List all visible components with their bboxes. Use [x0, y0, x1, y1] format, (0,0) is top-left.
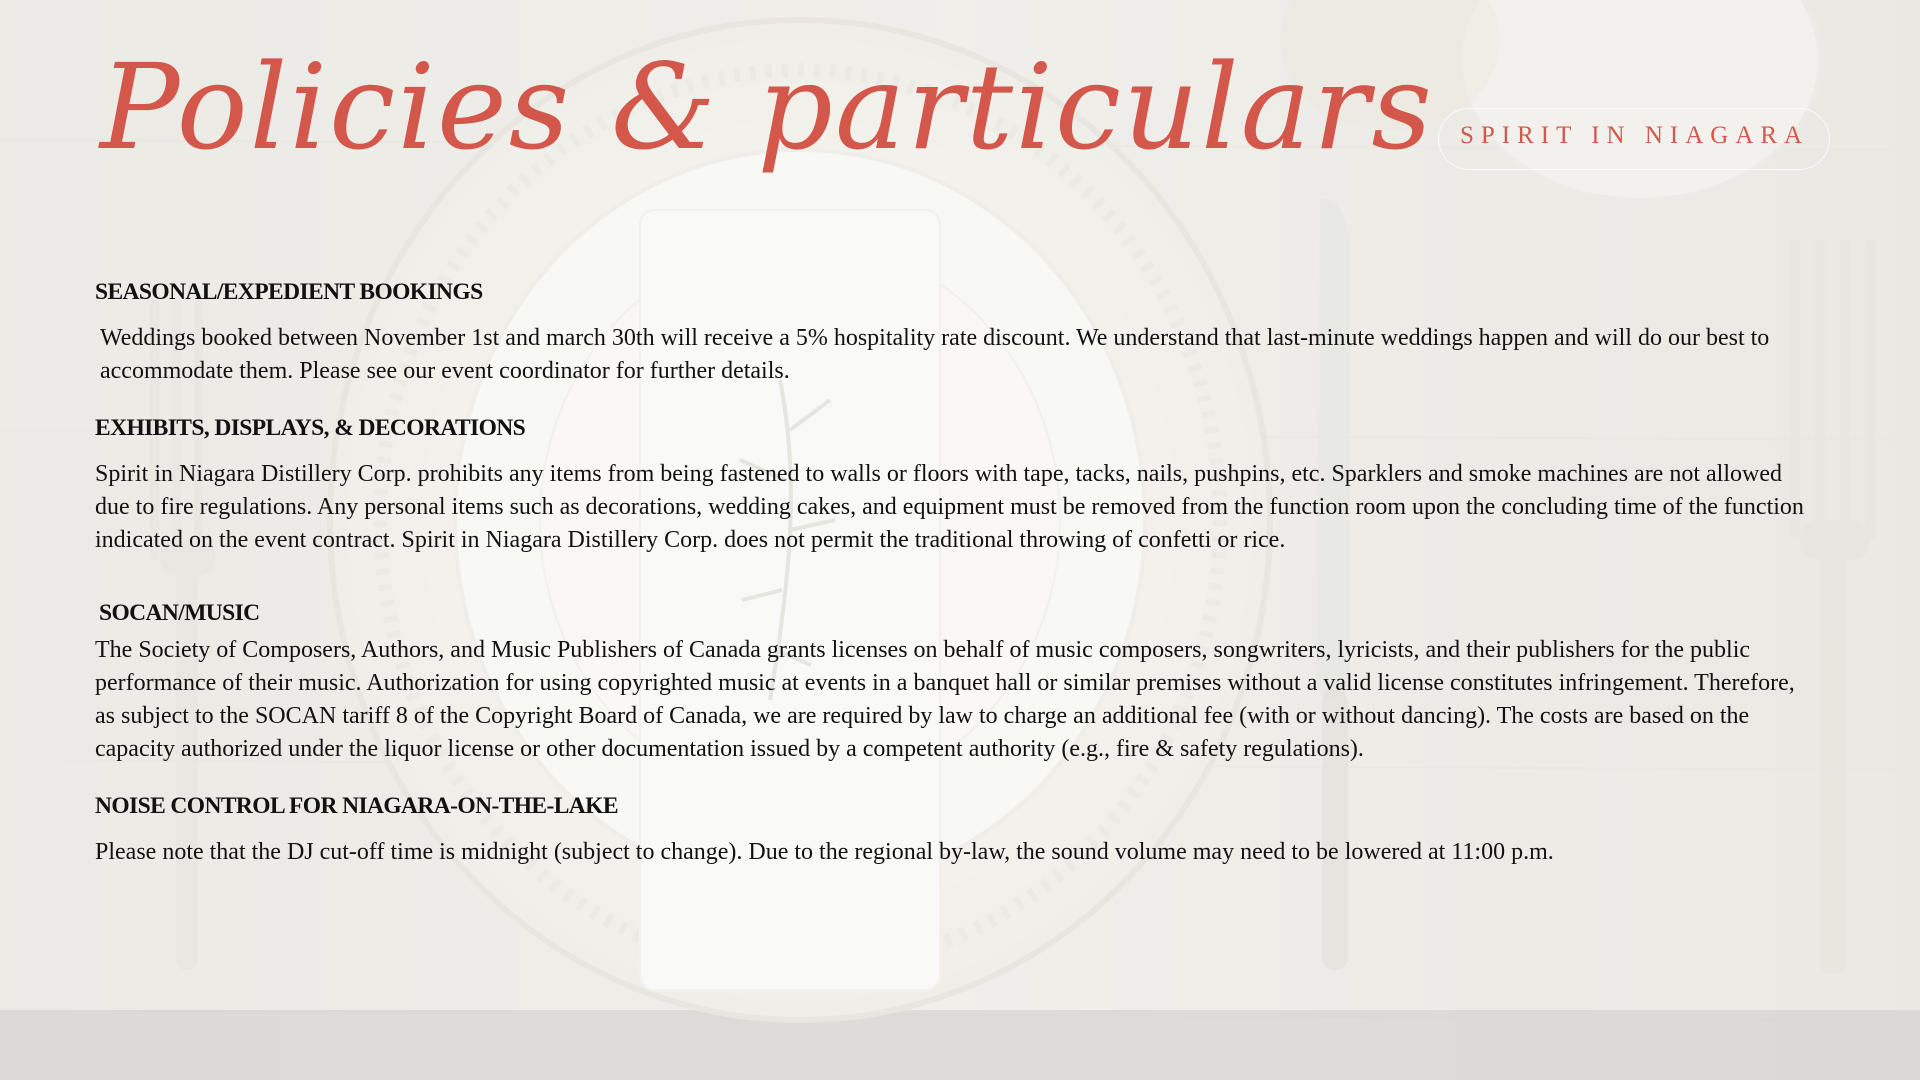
section-noise-control	[95, 788, 1805, 869]
section-body: The Society of Composers, Authors, and Music Publishers of Canada grants licenses on behalf of music composers, songwriters, lyricists, and their publishers for the public performance of their music. Authorization for using copyrighted music at events in a banquet hall or similar premises without a valid license constitutes infringement. Therefore, as subject to the SOCAN tariff 8 of the Copyright Board of Canada, we are required by law to charge an additional fee (with or without dancing). The costs are based on the capacity authorized under the liquor license or other documentation issued by a competent authority (e.g., fire & safety regulations).	[95, 637, 1795, 762]
section-heading: NOISE CONTROL FOR NIAGARA-ON-THE-LAKE	[95, 793, 618, 819]
section-heading: SOCAN/MUSIC	[99, 600, 260, 626]
section-heading: SEASONAL/EXPEDIENT BOOKINGS	[95, 279, 483, 305]
section-seasonal-bookings	[95, 274, 1805, 388]
section-exhibits-decorations	[95, 410, 1805, 557]
page-title: Policies & particulars	[100, 38, 1434, 176]
section-body: Spirit in Niagara Distillery Corp. prohibits any items from being fastened to walls or floors with tape, tacks, nails, pushpins, etc. Sparklers and smoke machines are not allowed due to fire regulations. Any personal items such as decorations, wedding cakes, and equipment must be removed from the function room upon the concluding time of the function indicated on the event contract. Spirit in Niagara Distillery Corp. does not permit the traditional throwing of confetti or rice.	[95, 461, 1804, 553]
section-socan-music	[95, 595, 1805, 766]
section-heading: EXHIBITS, DISPLAYS, & DECORATIONS	[95, 415, 526, 441]
policies-content	[95, 274, 1805, 869]
brand-name: SPIRIT IN NIAGARA	[1460, 122, 1810, 149]
section-body: Weddings booked between November 1st and march 30th will receive a 5% hospitality rate discount. We understand that last-minute weddings happen and will do our best to accommodate them. Please see our event coordinator for further details.	[100, 325, 1770, 384]
section-body: Please note that the DJ cut-off time is midnight (subject to change). Due to the regional by-law, the sound volume may need to be lowered at 11:00 p.m.	[95, 839, 1554, 865]
